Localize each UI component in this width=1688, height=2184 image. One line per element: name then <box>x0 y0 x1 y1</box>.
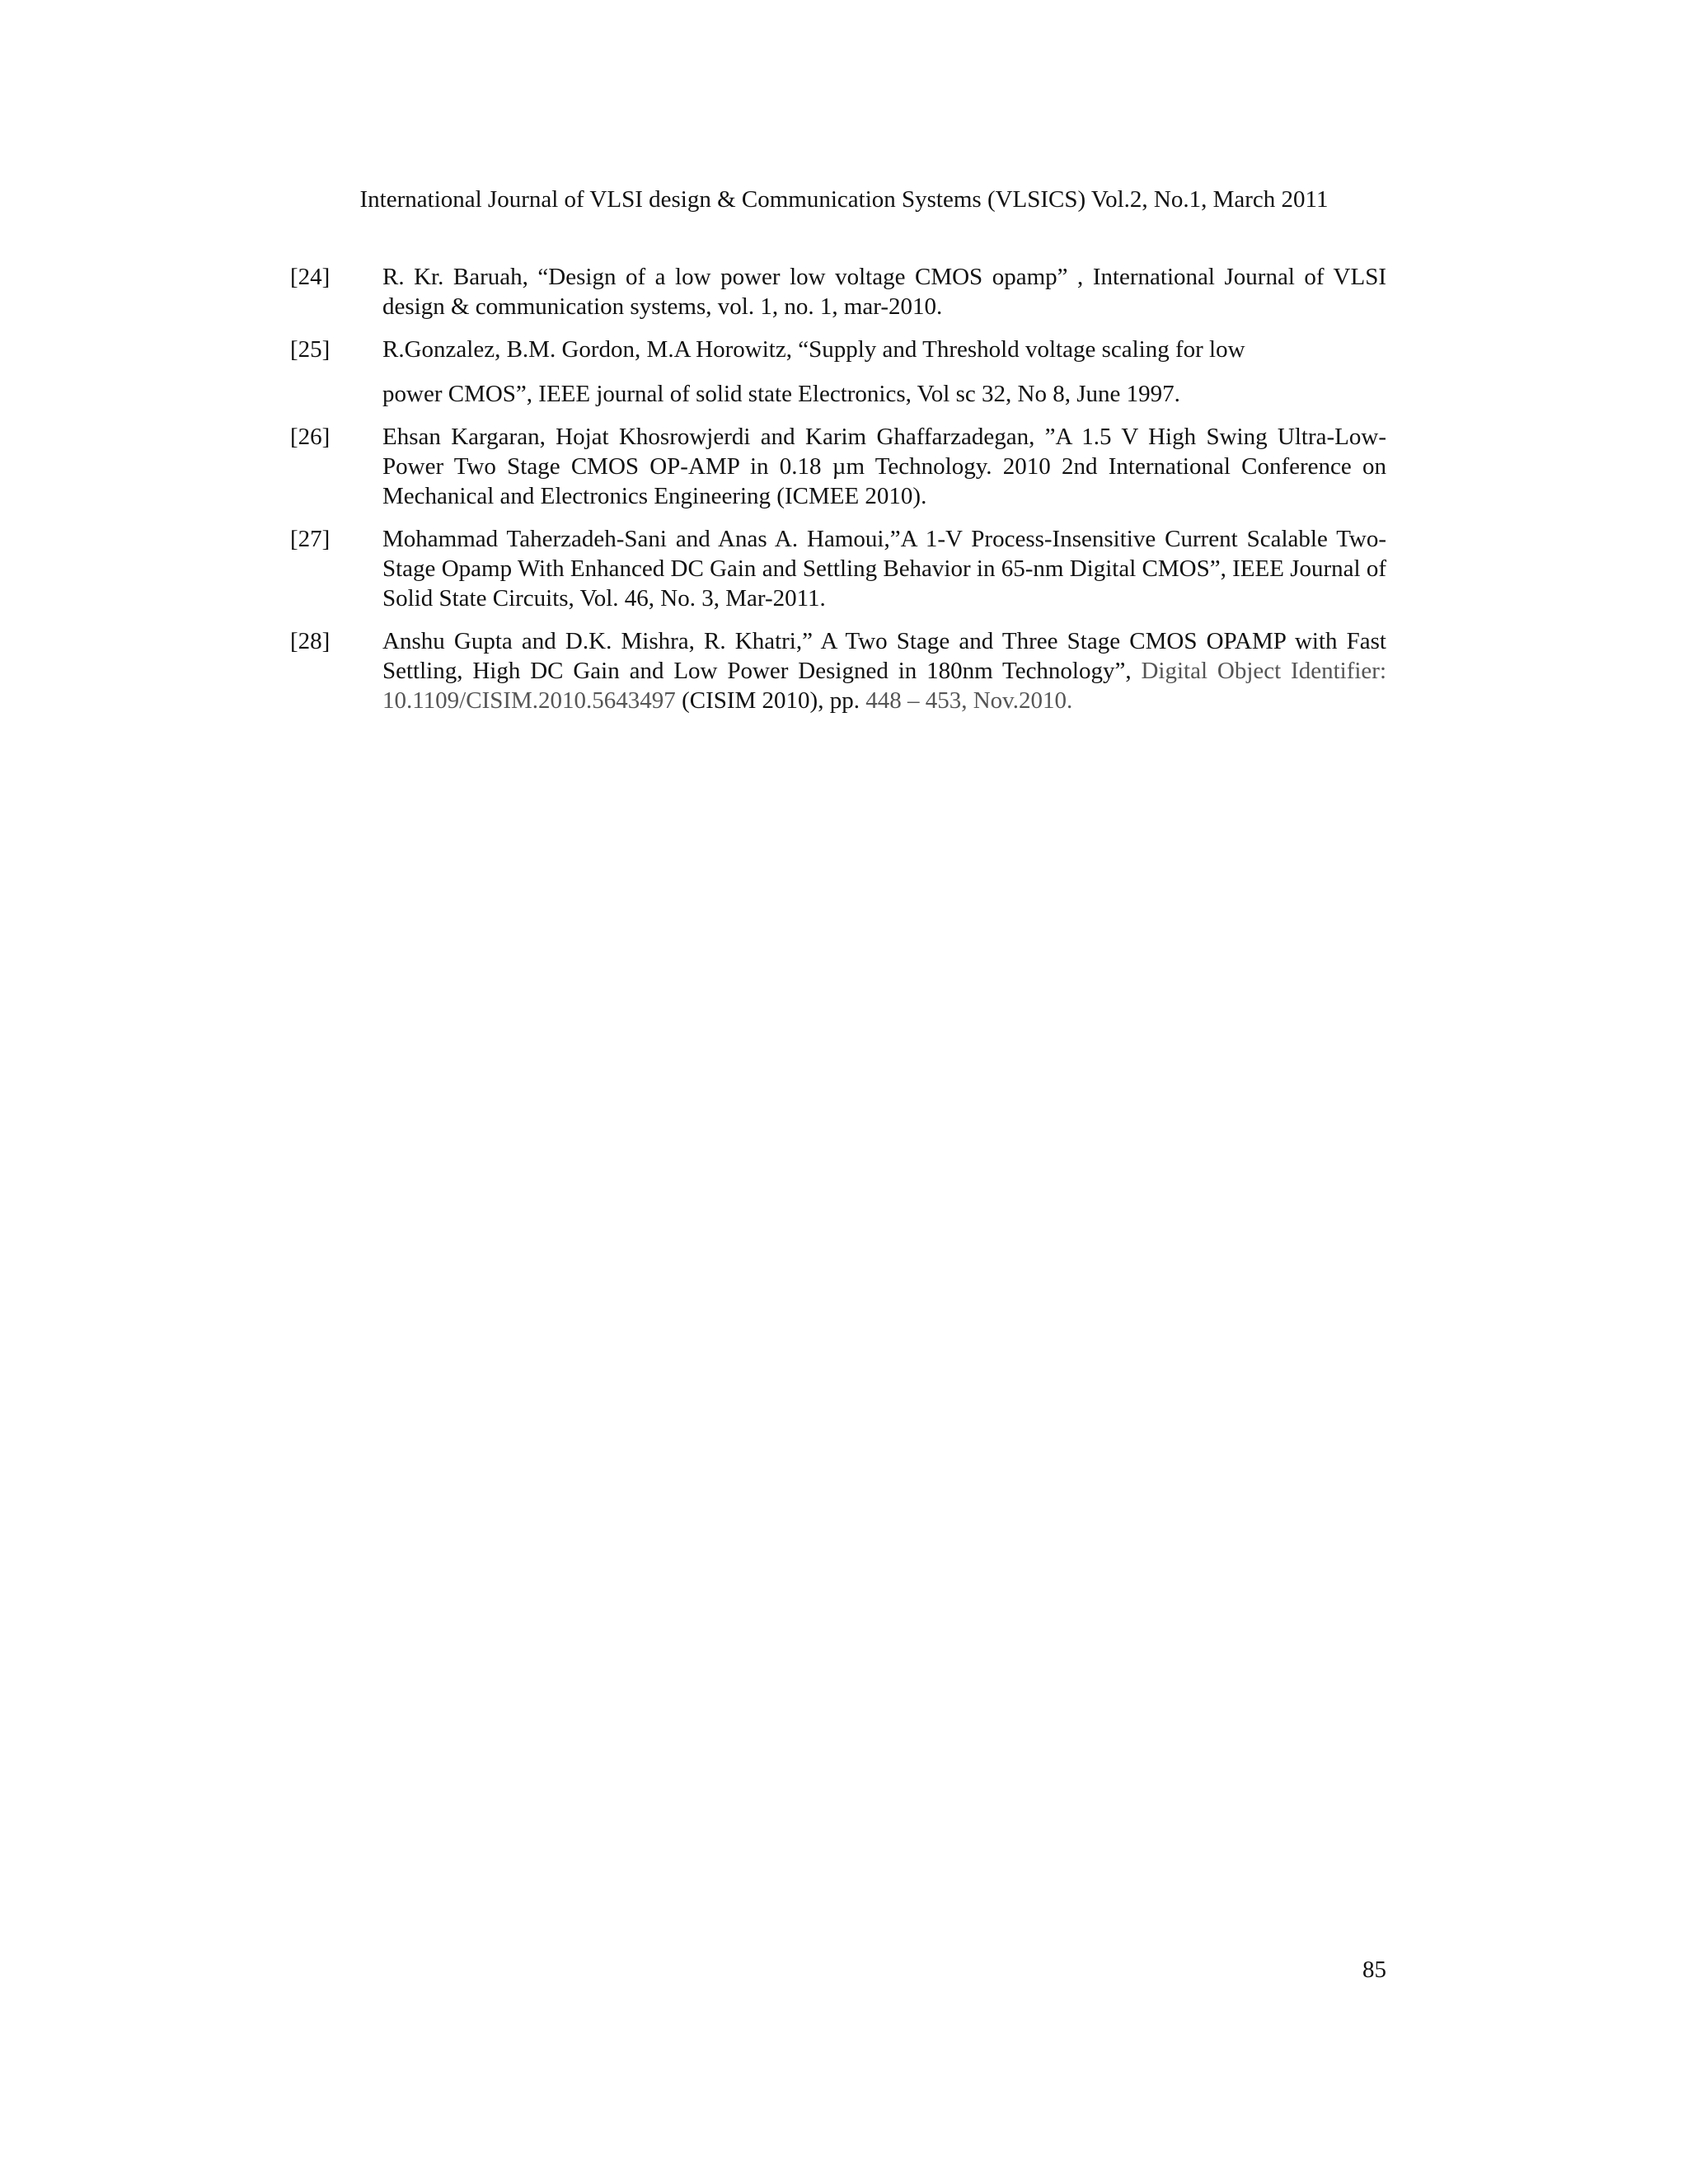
reference-number: [26] <box>290 424 331 450</box>
reference-pages: 448 – 453, Nov.2010. <box>865 687 1073 714</box>
reference-text: Ehsan Kargaran, Hojat Khosrowjerdi and Karim Ghaffarzadegan, ”A 1.5 V High Swing Ultra-Low-Power Two Stage CMOS OP-AMP in 0.18 µm Technology. 2010 2nd International Conference on Mechanical and Electronics Engineering (ICMEE 2010). <box>382 424 1386 509</box>
reference-text <box>382 335 1386 409</box>
reference-main-text: Anshu Gupta and D.K. Mishra, R. Khatri,” A Two Stage and Three Stage CMOS OPAMP with Fast Settling, High DC Gain and Low Power Designed in 180nm Technology”, <box>382 628 1386 684</box>
reference-text: R. Kr. Baruah, “Design of a low power low voltage CMOS opamp” , International Journal of VLSI design & communication systems, vol. 1, no. 1, mar-2010. <box>382 264 1386 320</box>
reference-text: Mohammad Taherzadeh-Sani and Anas A. Hamoui,”A 1-V Process-Insensitive Current Scalable Two-Stage Opamp With Enhanced DC Gain and Settling Behavior in 65-nm Digital CMOS”, IEEE Journal of Solid State Circuits, Vol. 46, No. 3, Mar-2011. <box>382 526 1386 612</box>
reference-line: R.Gonzalez, B.M. Gordon, M.A Horowitz, “Supply and Threshold voltage scaling for low <box>382 336 1245 363</box>
reference-26 <box>290 422 1386 511</box>
reference-24 <box>290 262 1386 321</box>
reference-number: [27] <box>290 526 331 552</box>
reference-number: [28] <box>290 628 331 654</box>
reference-28 <box>290 626 1386 715</box>
reference-list <box>290 262 1386 729</box>
reference-number: [24] <box>290 264 331 290</box>
reference-venue: (CISIM 2010), pp. <box>675 687 866 714</box>
reference-doi: Digital Object Identifier: 10.1109/CISIM.2010.5643497 <box>382 658 1386 714</box>
reference-line: power CMOS”, IEEE journal of solid state Electronics, Vol sc 32, No 8, June 1997. <box>382 381 1180 407</box>
page-number: 85 <box>1362 1957 1386 1983</box>
reference-number: [25] <box>290 336 331 363</box>
reference-text <box>382 626 1386 715</box>
running-header: International Journal of VLSI design & Communication Systems (VLSICS) Vol.2, No.1, March 2011 <box>359 186 1329 213</box>
reference-25 <box>290 335 1386 409</box>
reference-27 <box>290 524 1386 613</box>
